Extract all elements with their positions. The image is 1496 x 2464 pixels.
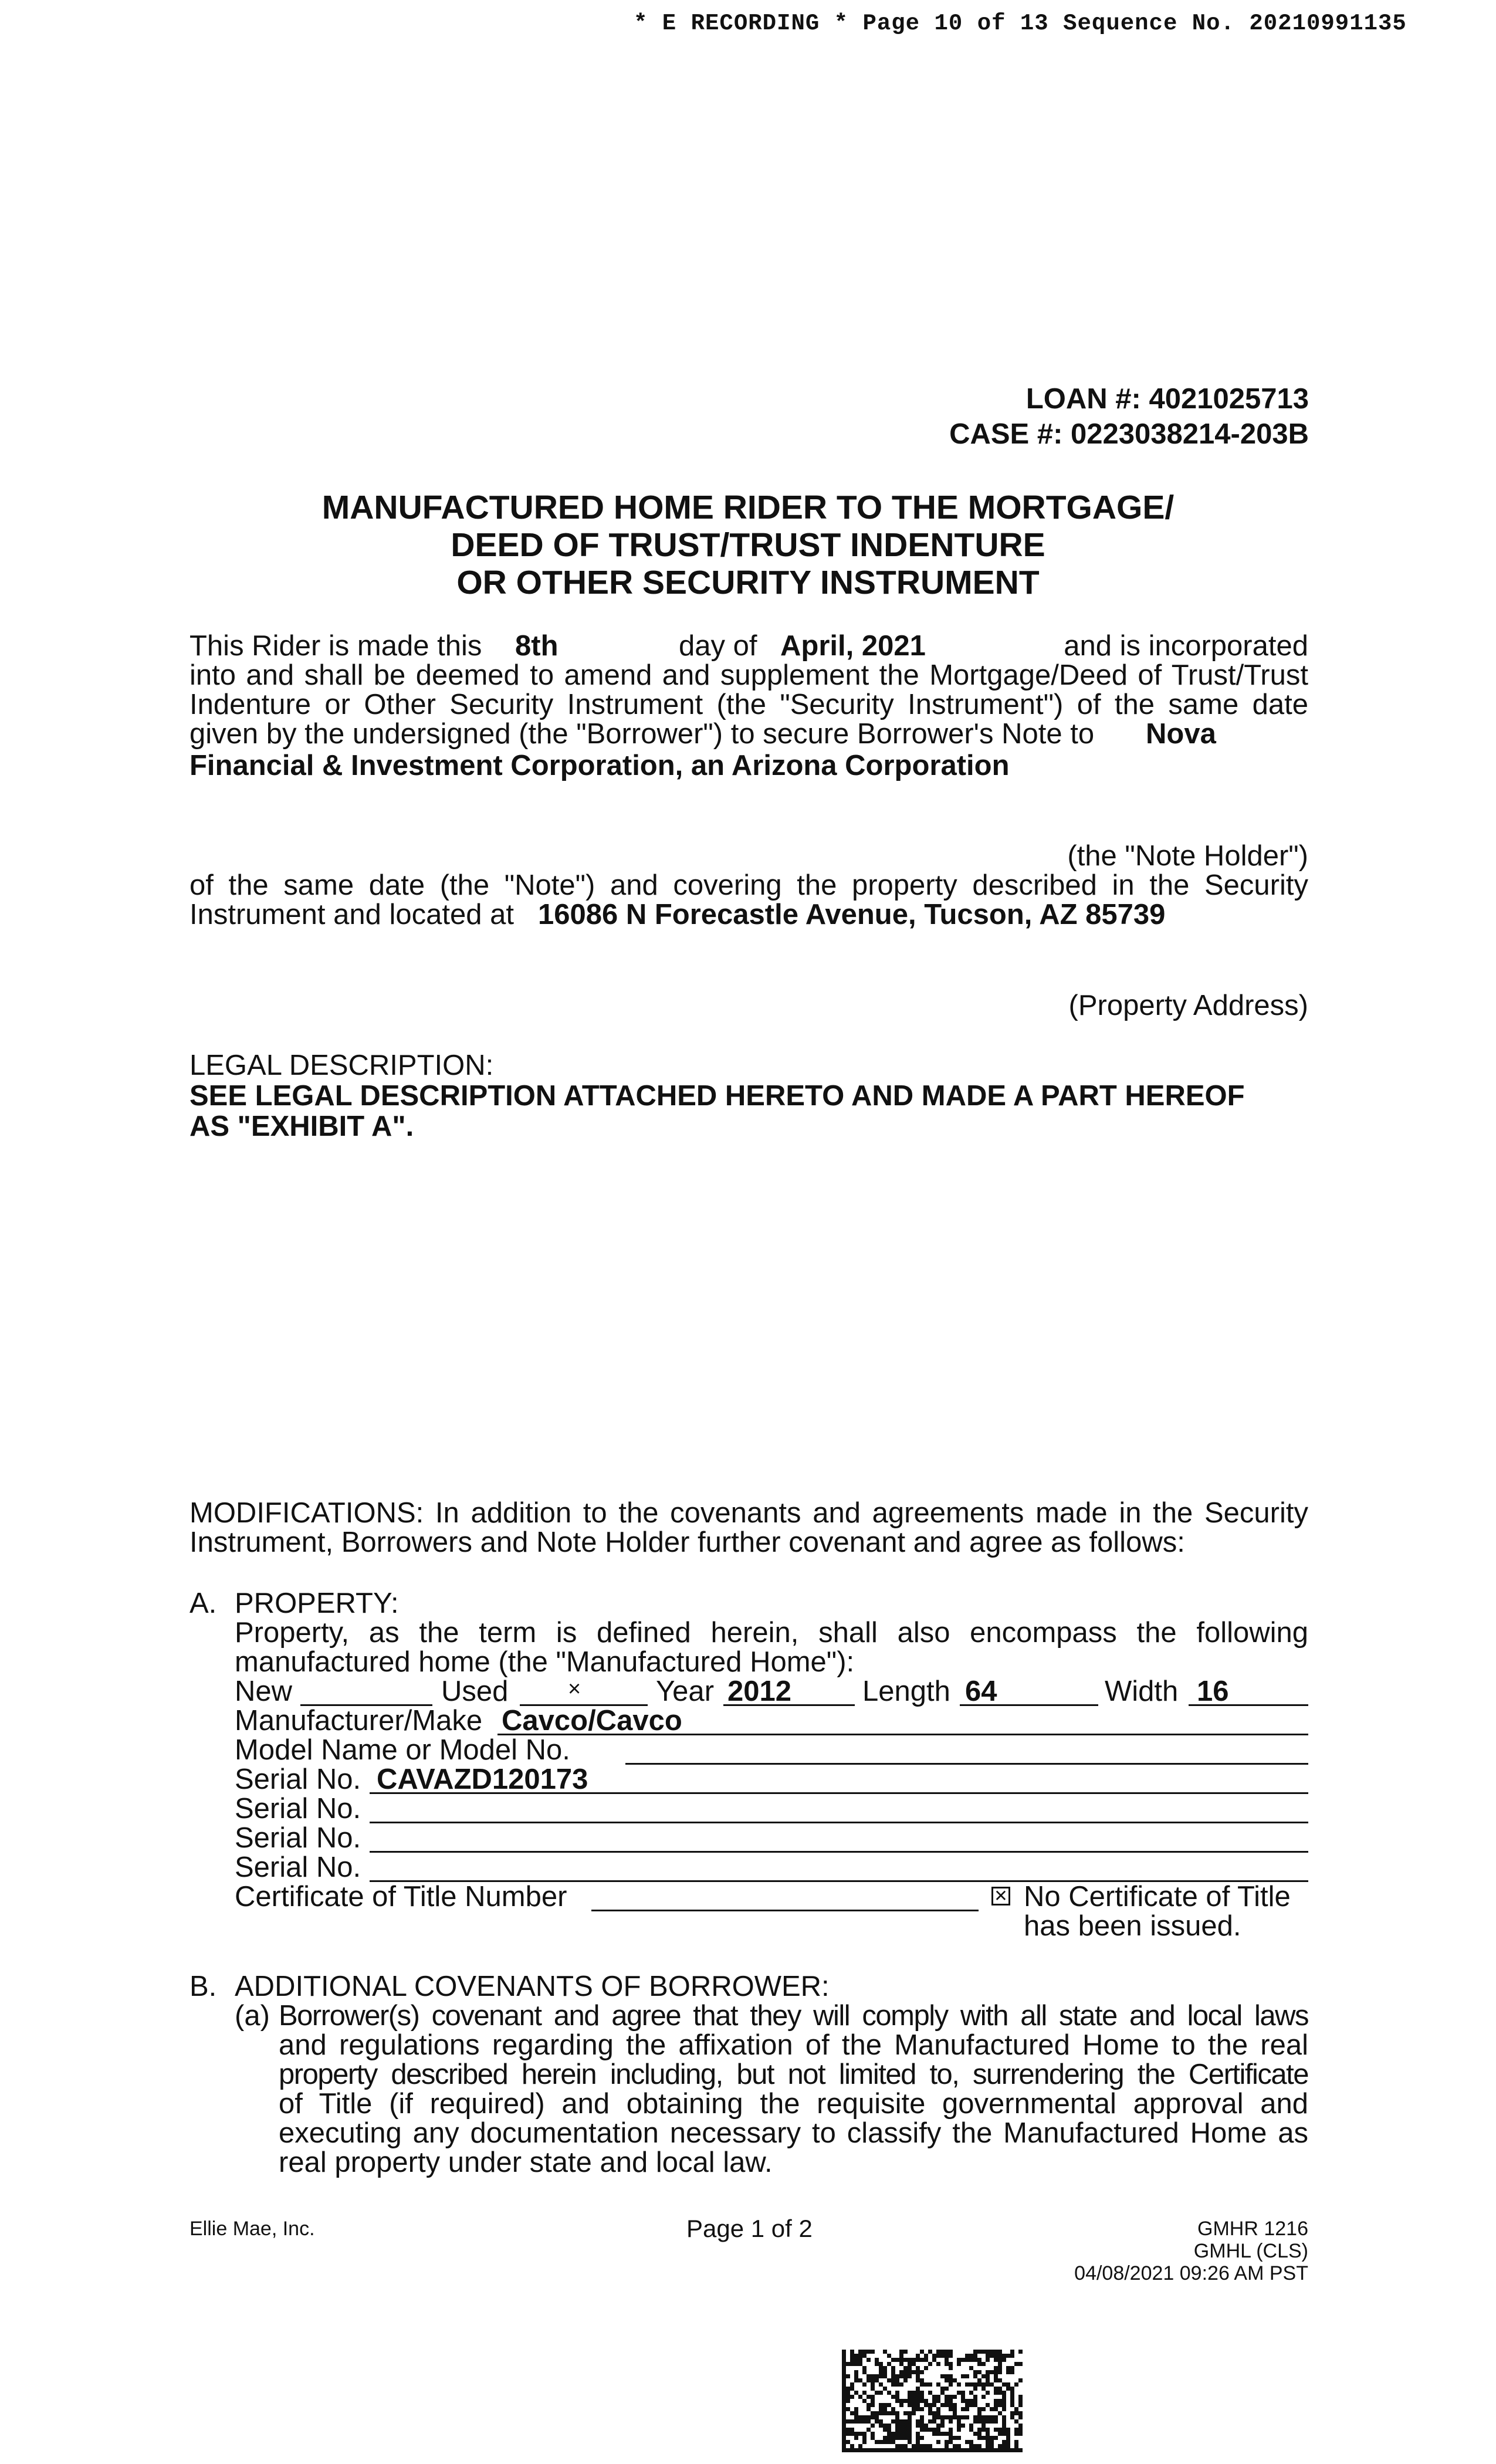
- used-mark: ×: [568, 1677, 581, 1701]
- intro-located-at: Instrument and located at: [189, 899, 514, 930]
- legal-description-text-1: SEE LEGAL DESCRIPTION ATTACHED HERETO AND MADE A PART HEREOF: [189, 1080, 1245, 1112]
- intro-line-3: Indenture or Other Security Instrument (the "Security Instrument") of the same date: [189, 689, 1308, 720]
- footer-form-code-2: GMHL (CLS): [1193, 2240, 1308, 2262]
- section-a-heading: PROPERTY:: [235, 1588, 399, 1619]
- case-number: CASE #: 0223038214-203B: [949, 418, 1309, 450]
- property-address: 16086 N Forecastle Avenue, Tucson, AZ 85739: [538, 899, 1166, 930]
- year-label: Year: [656, 1676, 715, 1707]
- title-line-1: MANUFACTURED HOME RIDER TO THE MORTGAGE/: [321, 489, 1175, 526]
- modifications-line-2: Instrument, Borrowers and Note Holder further covenant and agree as follows:: [189, 1527, 1185, 1558]
- property-address-label: (Property Address): [1068, 990, 1308, 1021]
- note-holder-label: (the "Note Holder"): [1067, 840, 1308, 872]
- serial-label-2: Serial No.: [235, 1793, 361, 1825]
- footer-vendor: Ellie Mae, Inc.: [189, 2218, 315, 2240]
- no-certificate-checkbox[interactable]: ✕: [991, 1887, 1010, 1905]
- title-number-label: Certificate of Title Number: [235, 1881, 567, 1913]
- make-label: Manufacturer/Make: [235, 1705, 483, 1737]
- lender-name-part-2: Financial & Investment Corporation, an Arizona Corporation: [189, 750, 1010, 781]
- footer-form-code: GMHR 1216: [1197, 2218, 1308, 2240]
- loan-number: LOAN #: 4021025713: [1025, 383, 1309, 415]
- title-number-field-line: [591, 1910, 979, 1911]
- legal-description-text-2: AS "EXHIBIT A".: [189, 1111, 414, 1142]
- modifications-line-1: MODIFICATIONS: In addition to the covenants and agreements made in the Security: [189, 1497, 1308, 1529]
- width-value: 16: [1197, 1676, 1229, 1707]
- intro-month-year: April, 2021: [780, 630, 926, 662]
- make-value: Cavco/Cavco: [502, 1705, 682, 1737]
- covenant-a-line-6: real property under state and local law.: [279, 2147, 773, 2178]
- model-label: Model Name or Model No.: [235, 1734, 570, 1766]
- covenant-a-line-2: and regulations regarding the affixation of the Manufactured Home to the real: [279, 2029, 1308, 2061]
- length-value: 64: [965, 1676, 997, 1707]
- serial-field-line-3: [370, 1851, 1308, 1853]
- covenant-a-line-3: property described herein including, but not limited to, surrendering the Certificate: [279, 2059, 1308, 2090]
- width-label: Width: [1105, 1676, 1179, 1707]
- covenant-a-line-1: Borrower(s) covenant and agree that they will comply with all state and local laws: [279, 2000, 1308, 2032]
- serial-label-1: Serial No.: [235, 1764, 361, 1795]
- section-b-heading: ADDITIONAL COVENANTS OF BORROWER:: [235, 1971, 830, 2002]
- intro-same-date-line: of the same date (the "Note") and covering the property described in the Security: [189, 869, 1308, 901]
- intro-day-of: day of: [679, 630, 757, 662]
- new-label: New: [235, 1676, 293, 1707]
- covenant-a-marker: (a): [235, 2000, 270, 2032]
- intro-incorporated: and is incorporated: [1064, 630, 1308, 662]
- intro-line-2: into and shall be deemed to amend and supplement the Mortgage/Deed of Trust/Trust: [189, 659, 1308, 691]
- covenant-a-line-5: executing any documentation necessary to classify the Manufactured Home as: [279, 2117, 1308, 2149]
- length-label: Length: [862, 1676, 950, 1707]
- footer-page-number: Page 1 of 2: [686, 2215, 813, 2242]
- model-field-line: [625, 1763, 1308, 1765]
- serial-label-4: Serial No.: [235, 1852, 361, 1883]
- no-certificate-label-1: No Certificate of Title: [1024, 1881, 1291, 1913]
- footer-timestamp: 04/08/2021 09:26 AM PST: [1074, 2262, 1308, 2284]
- title-line-3: OR OTHER SECURITY INSTRUMENT: [456, 564, 1040, 601]
- property-line-1: Property, as the term is defined herein, shall also encompass the following: [235, 1617, 1308, 1649]
- recording-header: * E RECORDING * Page 10 of 13 Sequence No. 20210991135: [634, 11, 1407, 36]
- year-value: 2012: [727, 1676, 792, 1707]
- serial-value-1: CAVAZD120173: [377, 1764, 588, 1795]
- legal-description-label: LEGAL DESCRIPTION:: [189, 1050, 494, 1081]
- section-a-letter: A.: [189, 1588, 217, 1619]
- covenant-a-line-4: of Title (if required) and obtaining the requisite governmental approval and: [279, 2088, 1308, 2120]
- serial-field-line-2: [370, 1822, 1308, 1823]
- lender-name-part-1: Nova: [1146, 718, 1216, 750]
- intro-line-4: given by the undersigned (the "Borrower") to secure Borrower's Note to: [189, 718, 1095, 750]
- property-line-2: manufactured home (the "Manufactured Home"):: [235, 1646, 855, 1678]
- barcode: [842, 2350, 1024, 2452]
- section-b-letter: B.: [189, 1971, 217, 2002]
- intro-made-this: This Rider is made this: [189, 630, 482, 662]
- serial-label-3: Serial No.: [235, 1822, 361, 1854]
- intro-day: 8th: [515, 630, 559, 662]
- title-line-2: DEED OF TRUST/TRUST INDENTURE: [451, 526, 1045, 564]
- no-certificate-label-2: has been issued.: [1024, 1910, 1241, 1942]
- used-label: Used: [441, 1676, 509, 1707]
